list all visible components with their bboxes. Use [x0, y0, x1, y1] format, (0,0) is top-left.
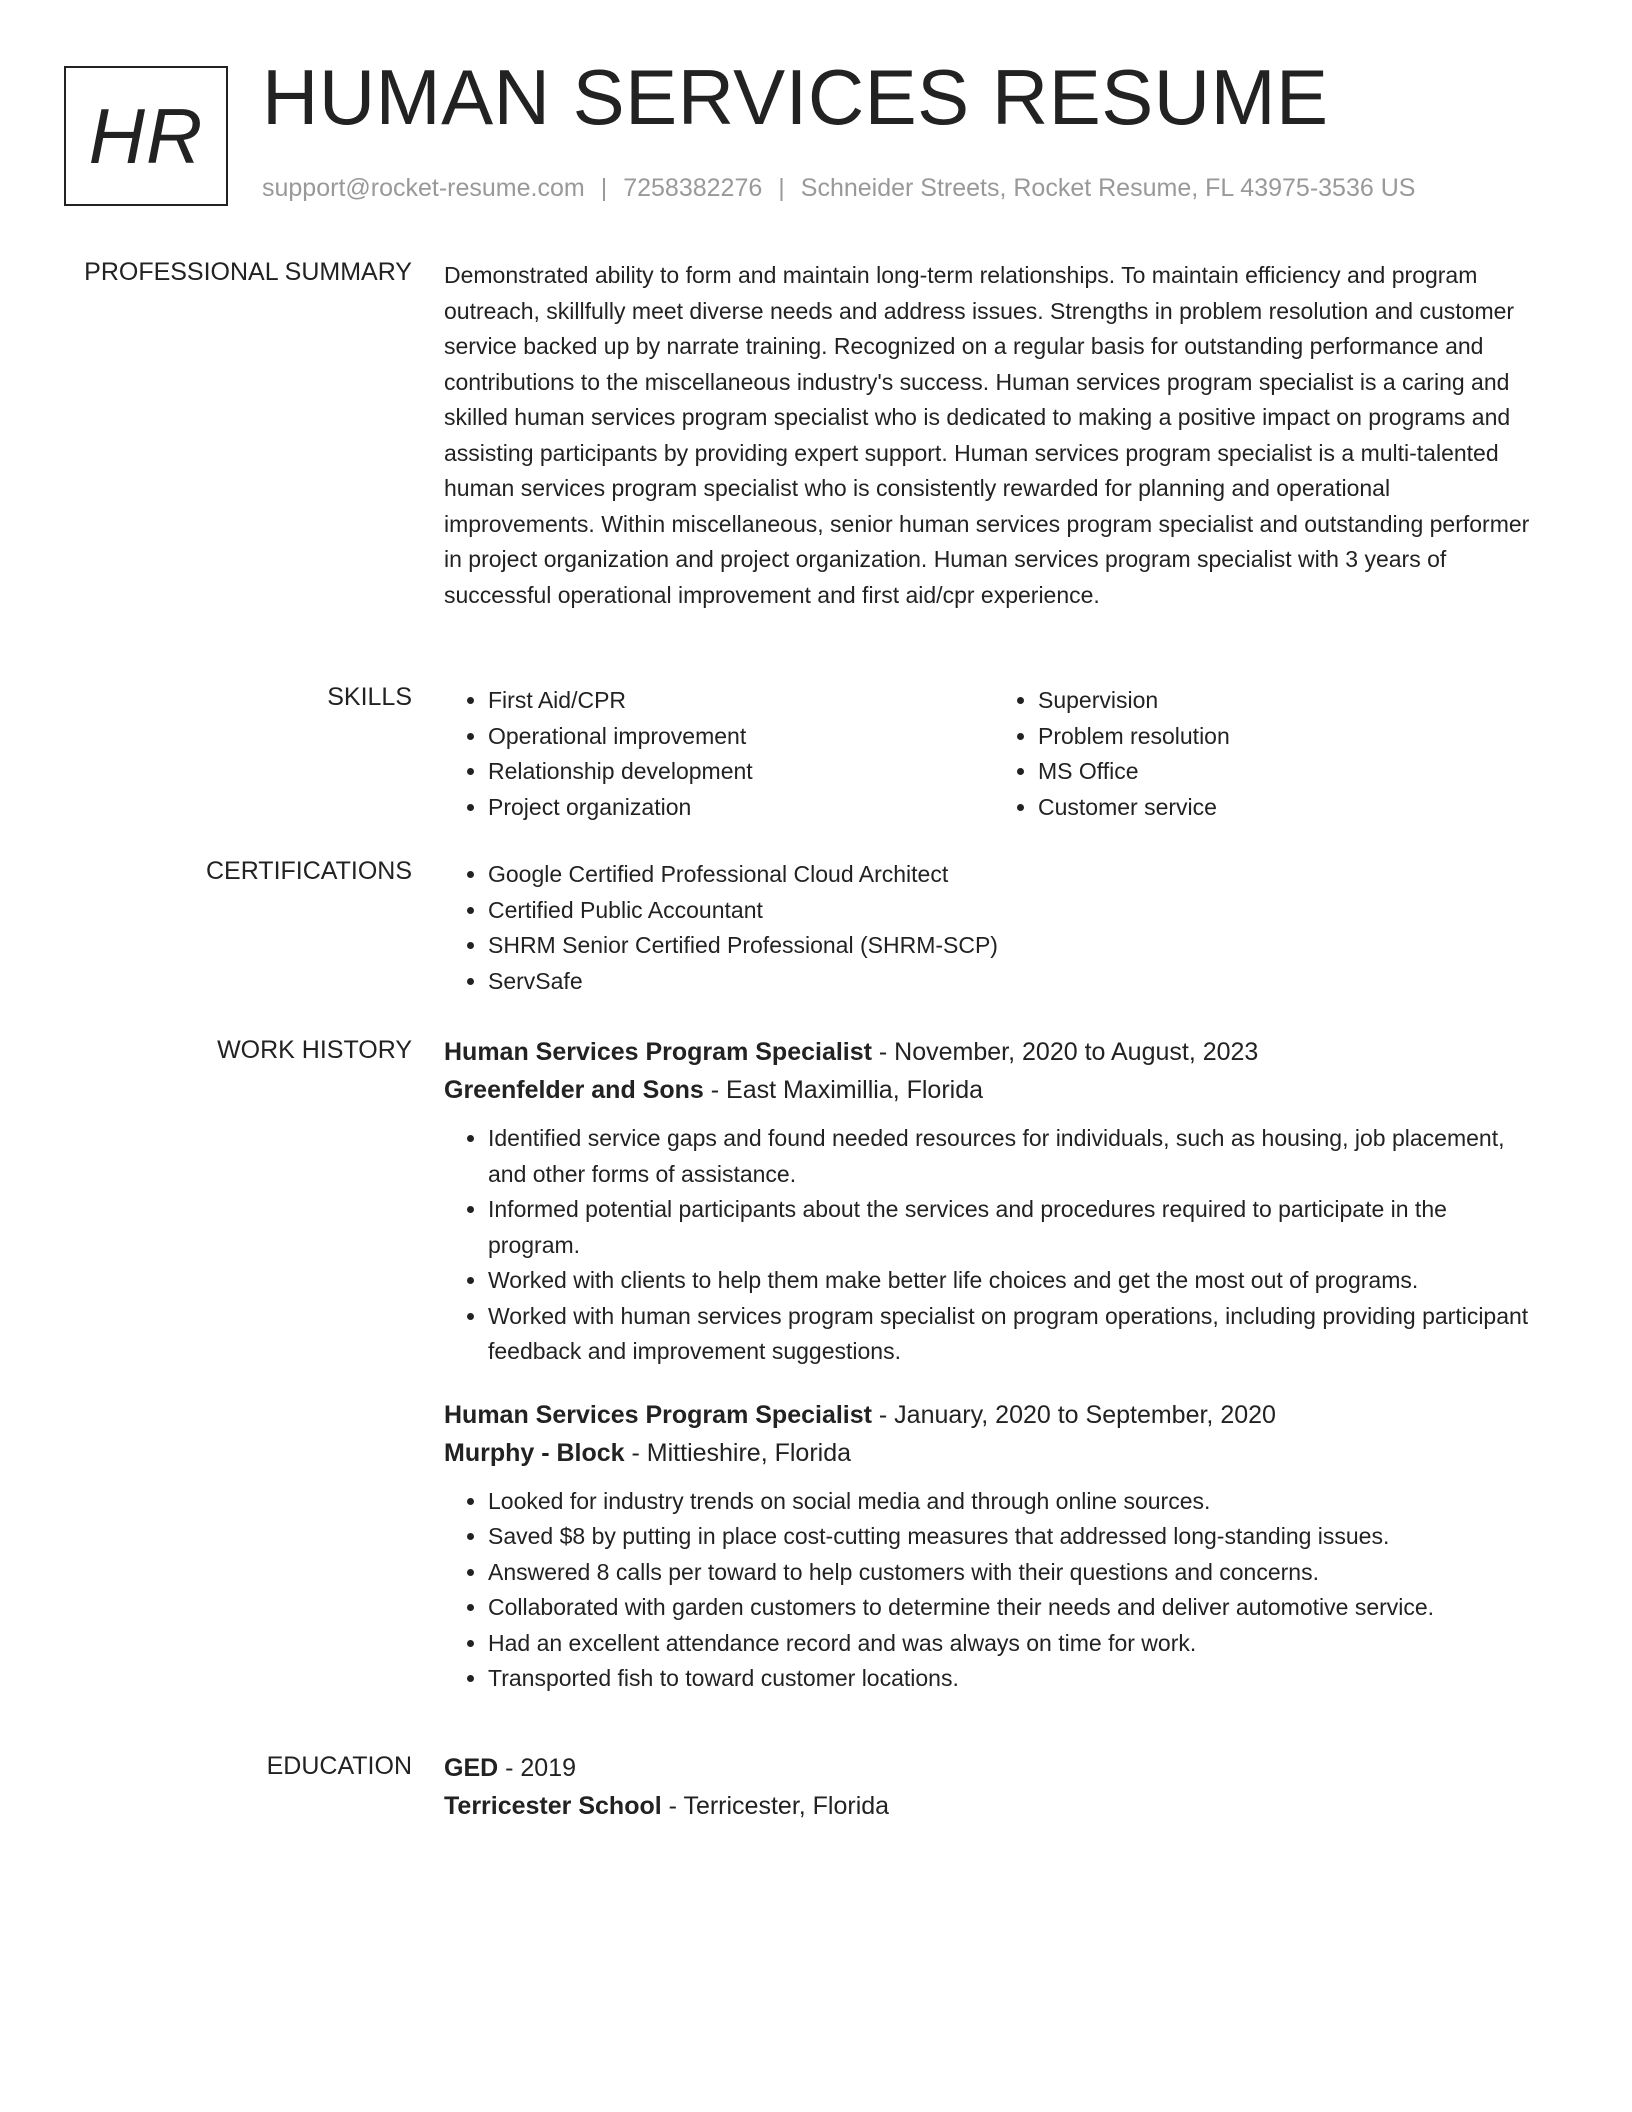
job-duty: • Collaborated with garden customers to determine their needs and deliver automotive service. [488, 1590, 1544, 1626]
job-duty: • Worked with clients to help them make better life choices and get the most out of programs. [488, 1263, 1544, 1299]
section-label-education: EDUCATION [266, 1752, 412, 1780]
skills-list-right [994, 683, 1544, 825]
education-school-line [444, 1787, 1544, 1825]
certifications-section [444, 857, 1544, 999]
job-title-line [444, 1033, 1544, 1071]
job-entry [444, 1033, 1544, 1370]
job-duty: • Answered 8 calls per toward to help customers with their questions and concerns. [488, 1555, 1544, 1591]
resume-title: HUMAN SERVICES RESUME [262, 53, 1329, 141]
section-label-certifications: CERTIFICATIONS [205, 857, 412, 885]
skill-item: • Project organization [488, 790, 994, 826]
education-school: Terricester School [444, 1792, 662, 1820]
skill-item: • MS Office [1038, 754, 1544, 790]
skills-list-left [444, 683, 994, 825]
job-title: Human Services Program Specialist [444, 1038, 872, 1066]
job-duty: • Informed potential participants about the services and procedures required to participate in the program. [488, 1192, 1544, 1263]
education-section [444, 1749, 1544, 1825]
skill-item: • Customer service [1038, 790, 1544, 826]
job-company: Murphy - Block [444, 1438, 625, 1467]
job-duty: • Worked with human services program specialist on program operations, including providing participant feedback and improvement suggestions. [488, 1299, 1544, 1370]
section-label-summary: PROFESSIONAL SUMMARY [84, 258, 412, 286]
job-duty: • Had an excellent attendance record and was always on time for work. [488, 1626, 1544, 1662]
job-company: Greenfelder and Sons [444, 1076, 704, 1104]
education-location: - Terricester, Florida [661, 1792, 890, 1820]
section-label-work-history: WORK HISTORY [217, 1036, 412, 1064]
skill-item: • Relationship development [488, 754, 994, 790]
job-title: Human Services Program Specialist [444, 1400, 872, 1429]
certification-item: • ServSafe [488, 964, 1544, 1000]
education-degree: GED [444, 1754, 499, 1782]
skill-item: • Operational improvement [488, 719, 994, 755]
job-duties-list [444, 1484, 1544, 1697]
contact-separator: | [600, 174, 608, 202]
job-duty: • Looked for industry trends on social media and through online sources. [488, 1484, 1544, 1520]
skill-item: • First Aid/CPR [488, 683, 994, 719]
monogram-initials: HR [88, 91, 204, 180]
contact-phone: 7258382276 [623, 174, 763, 202]
job-company-line [444, 1071, 1544, 1109]
job-duty: • Transported fish to toward customer locations. [488, 1661, 1544, 1697]
certification-item: • SHRM Senior Certified Professional (SHRM-SCP) [488, 928, 1544, 964]
section-label-skills: SKILLS [327, 683, 412, 711]
job-location: - East Maximillia, Florida [703, 1076, 984, 1104]
job-entry [444, 1396, 1544, 1697]
job-company-line [444, 1434, 1544, 1472]
skills-section [444, 683, 1544, 825]
job-duty: • Identified service gaps and found needed resources for individuals, such as housing, job placement, and other forms of assistance. [488, 1121, 1544, 1192]
job-duty: • Saved $8 by putting in place cost-cutting measures that addressed long-standing issues. [488, 1519, 1544, 1555]
monogram-box [64, 66, 228, 206]
certifications-list [444, 857, 1544, 999]
job-dates: - January, 2020 to September, 2020 [871, 1400, 1276, 1429]
contact-email: support@rocket-resume.com [262, 174, 585, 202]
job-dates: - November, 2020 to August, 2023 [871, 1038, 1259, 1066]
job-location: - Mittieshire, Florida [624, 1438, 852, 1467]
skill-item: • Supervision [1038, 683, 1544, 719]
skill-item: • Problem resolution [1038, 719, 1544, 755]
summary-section [444, 258, 1544, 613]
summary-text: Demonstrated ability to form and maintain long-term relationships. To maintain efficiency and program outreach, skillfully meet diverse needs and address issues. Strengths in problem resolution and customer service backed up by narrate training. Recognized on a regular basis for outstanding performance and contributions to the miscellaneous industry's success. Human services program specialist is a caring and skilled human services program specialist who is dedicated to making a positive impact on programs and assisting participants by providing expert support. Human services program specialist is a multi-talented human services program specialist who is consistently rewarded for planning and operational improvements. Within miscellaneous, senior human services program specialist and outstanding performer in project organization and project organization. Human services program specialist with 3 years of successful operational improvement and first aid/cpr experience. [444, 262, 1530, 608]
job-title-line [444, 1396, 1544, 1434]
certification-item: • Certified Public Accountant [488, 893, 1544, 929]
certification-item: • Google Certified Professional Cloud Architect [488, 857, 1544, 893]
job-duties-list [444, 1121, 1544, 1370]
contact-line [262, 174, 1415, 203]
education-year: - 2019 [498, 1754, 577, 1782]
contact-address: Schneider Streets, Rocket Resume, FL 43975-3536 US [800, 174, 1416, 202]
contact-separator: | [778, 174, 785, 202]
education-degree-line [444, 1749, 1544, 1787]
work-history-section [444, 1033, 1544, 1697]
